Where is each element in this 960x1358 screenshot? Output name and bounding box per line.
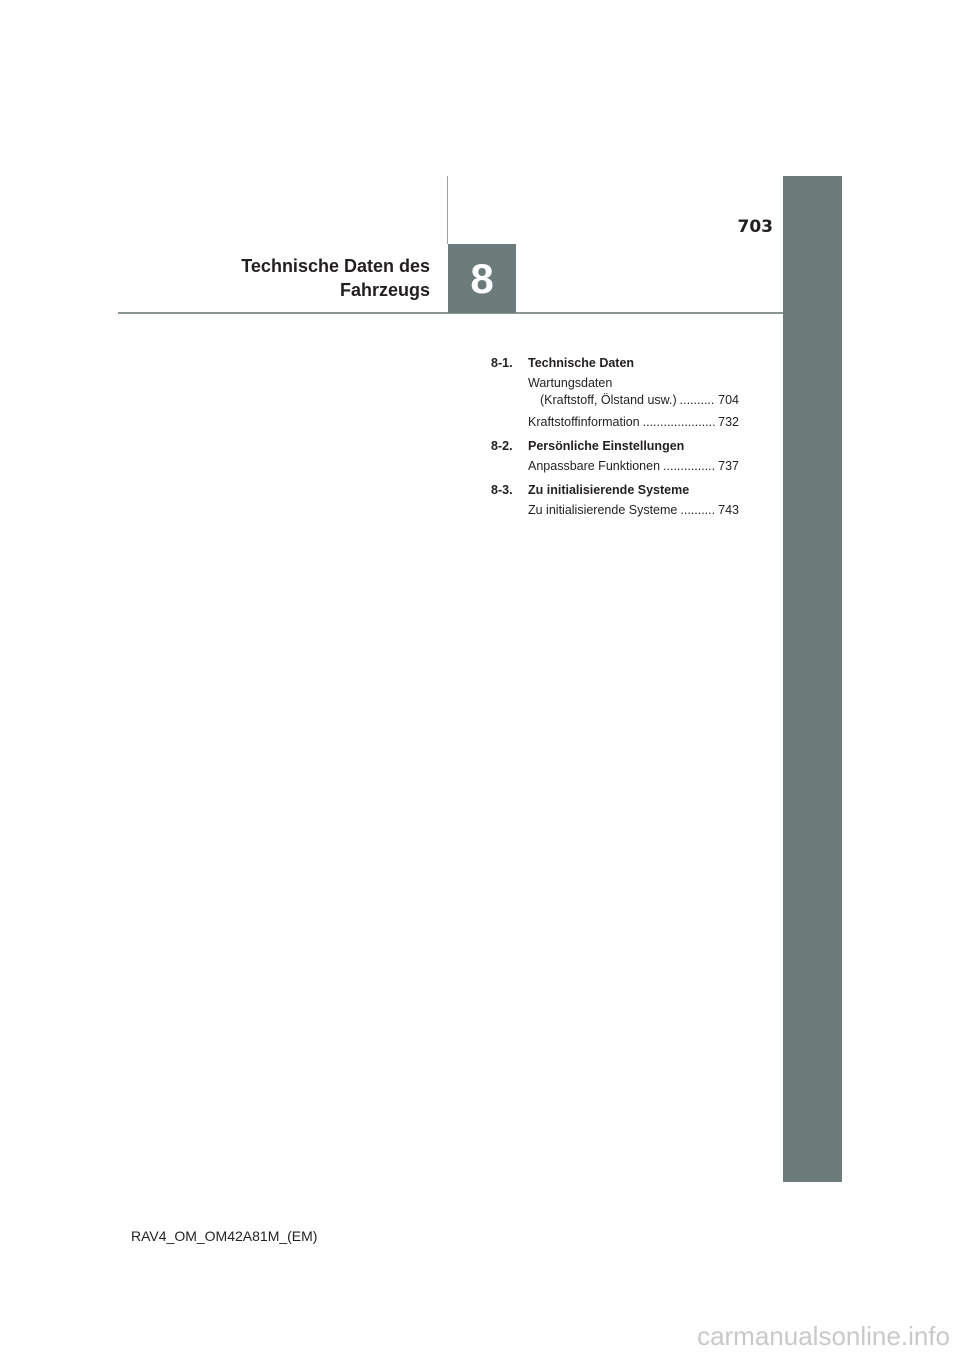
- toc-leader-dots: [643, 414, 716, 431]
- toc-section-heading[interactable]: [491, 355, 739, 372]
- chapter-title-line2: Fahrzeugs: [339, 280, 430, 300]
- toc-entry-page: 743: [718, 503, 739, 517]
- toc-entry-page: 704: [718, 393, 739, 407]
- toc-entry-title: Kraftstoffinformation: [528, 415, 640, 429]
- toc-section-title: Persönliche Einstellungen: [528, 439, 685, 453]
- toc-section-8-2: [491, 438, 739, 475]
- toc-section-8-3: [491, 482, 739, 519]
- toc-leader-dots: [680, 502, 715, 519]
- toc-section-number: 8-1.: [491, 356, 513, 370]
- toc-entry-wartungsdaten[interactable]: [528, 375, 739, 409]
- toc-entry-page: 737: [718, 459, 739, 473]
- chapter-title: [241, 254, 430, 302]
- toc-leader-dots: [680, 392, 716, 409]
- header-vertical-rule: [447, 176, 448, 244]
- toc-entry-page: 732: [718, 415, 739, 429]
- toc-leader-dots: [663, 458, 715, 475]
- toc-section-number: 8-2.: [491, 439, 513, 453]
- page-number: 703: [737, 217, 773, 237]
- footer-document-code: RAV4_OM_OM42A81M_(EM): [131, 1228, 318, 1244]
- toc-entry-subtitle: (Kraftstoff, Ölstand usw.): [540, 393, 677, 407]
- toc-section-heading[interactable]: [491, 482, 739, 499]
- toc-section-number: 8-3.: [491, 483, 513, 497]
- toc-section-title: Zu initialisierende Systeme: [528, 483, 690, 497]
- table-of-contents: [491, 355, 739, 526]
- toc-section-heading[interactable]: [491, 438, 739, 455]
- toc-entry-title: Zu initialisierende Systeme: [528, 503, 678, 517]
- toc-section-8-1: [491, 355, 739, 431]
- chapter-number-badge: 8: [448, 244, 516, 313]
- watermark: carmanualsonline.info: [697, 1321, 950, 1351]
- toc-entry-anpassbare-funktionen[interactable]: [528, 458, 739, 475]
- toc-entry-zu-initialisierende-systeme[interactable]: [528, 502, 739, 519]
- toc-entry-kraftstoffinformation[interactable]: [528, 414, 739, 431]
- chapter-title-line1: Technische Daten des: [241, 256, 430, 276]
- toc-section-title: Technische Daten: [528, 356, 635, 370]
- chapter-side-tab: [783, 176, 842, 1182]
- toc-entry-title: Anpassbare Funktionen: [528, 459, 661, 473]
- toc-entry-title: Wartungsdaten: [528, 376, 613, 390]
